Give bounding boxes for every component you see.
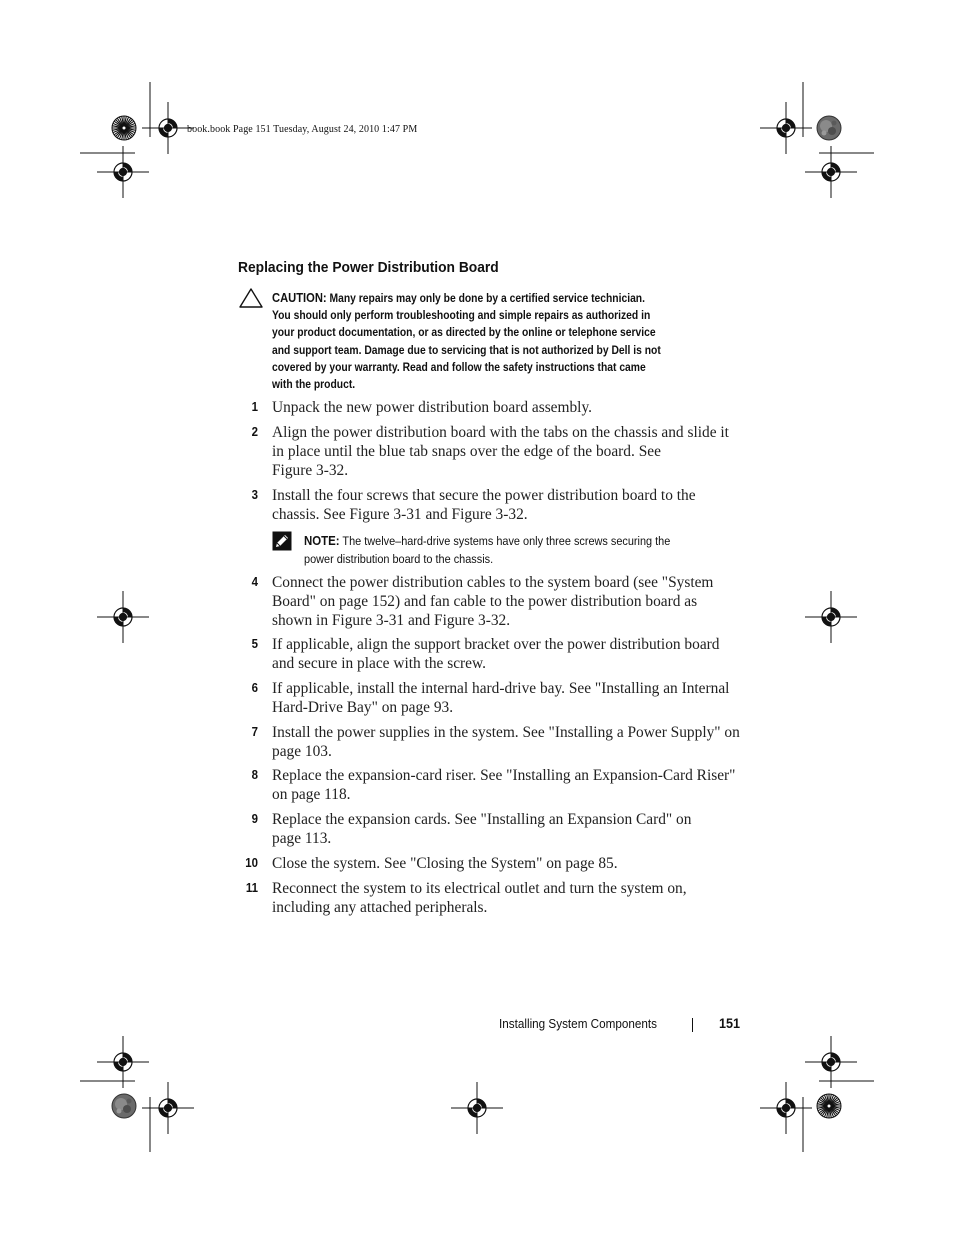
registration-target-icon [97,591,149,643]
step-line: Replace the expansion cards. See "Installing an Expansion Card" on [272,811,692,828]
note-block [304,532,748,568]
step-text [272,486,742,524]
print-slug: book.book Page 151 Tuesday, August 24, 2010 1:47 PM [187,124,418,135]
note-line: power distribution board to the chassis. [304,552,494,566]
step-text [272,723,742,761]
step-number: 6 [251,680,258,695]
footer-divider [692,1018,693,1032]
step-line: Install the power supplies in the system. See "Installing a Power Supply" on [272,724,740,741]
caution-text: Many repairs may only be done by a certified service technician. [329,291,645,305]
step-line: Align the power distribution board with the tabs on the chassis and slide it [272,424,729,441]
step-line: Figure 3-32. [272,462,349,479]
step-line: If applicable, install the internal hard-drive bay. See "Installing an Internal [272,680,730,697]
registration-target-icon [805,591,857,643]
registration-target-icon [805,1036,857,1088]
registration-target-icon [97,146,149,198]
step-number: 5 [251,636,258,651]
step-line: in place until the blue tab snaps over the edge of the board. See [272,443,661,460]
section-title: Replacing the Power Distribution Board [238,259,499,276]
step-line: and secure in place with the screw. [272,655,486,672]
step-number: 8 [251,767,258,782]
step-line: Hard-Drive Bay" on page 93. [272,699,454,716]
step-line: If applicable, align the support bracket over the power distribution board [272,636,720,653]
step-number: 11 [245,880,258,895]
step-text [272,423,742,480]
printer-color-wheel-icon [112,116,136,140]
registration-target-icon [805,146,857,198]
step-line: Install the four screws that secure the power distribution board to the [272,487,696,504]
step-text [272,635,742,673]
step-line: Replace the expansion-card riser. See "Installing an Expansion-Card Riser" [272,767,736,784]
step-line: Board" on page 152) and fan cable to the power distribution board as [272,593,698,610]
step-line: Unpack the new power distribution board assembly. [272,399,592,416]
step-number: 1 [251,399,258,414]
step-number: 10 [245,855,258,870]
step-text [272,879,742,917]
registration-target-icon [451,1082,503,1134]
step-number: 9 [251,811,258,826]
printer-color-wheel-icon [817,116,841,140]
registration-target-icon [760,1082,812,1134]
footer-section-title: Installing System Components [499,1016,658,1031]
step-text [272,679,742,717]
step-text [272,573,742,630]
step-text [272,398,742,417]
step-line: Close the system. See "Closing the System" on page 85. [272,855,618,872]
step-number: 7 [251,724,258,739]
step-line: Connect the power distribution cables to the system board (see "System [272,574,714,591]
caution-line [272,289,719,307]
caution-line: covered by your warranty. Read and follow the safety instructions that came [272,359,646,374]
step-line: page 113. [272,830,332,847]
printer-color-wheel-icon [817,1094,841,1118]
caution-line: You should only perform troubleshooting and simple repairs as authorized in [272,308,651,323]
step-line: including any attached peripherals. [272,899,488,916]
caution-line: with the product. [272,377,356,392]
step-line: shown in Figure 3-31 and Figure 3-32. [272,612,511,629]
step-number: 2 [251,424,258,439]
step-number: 3 [251,487,258,502]
caution-label: CAUTION: [272,290,327,305]
note-pencil-icon [272,531,292,551]
step-text [272,766,742,804]
note-label: NOTE: [304,533,340,548]
page-number: 151 [719,1015,741,1031]
step-line: chassis. See Figure 3-31 and Figure 3-32. [272,506,528,523]
printer-color-wheel-icon [112,1094,136,1118]
step-line: on page 118. [272,786,351,803]
caution-line: your product documentation, or as directed by the online or telephone service [272,325,656,340]
step-number: 4 [251,574,258,589]
step-text [272,810,742,848]
caution-line: and support team. Damage due to servicing that is not authorized by Dell is not [272,342,661,357]
step-line: page 103. [272,743,332,760]
step-text [272,854,742,873]
note-text: The twelve–hard-drive systems have only three screws securing the [342,534,671,548]
registration-target-icon [760,102,812,154]
registration-target-icon [97,1036,149,1088]
note-line [304,532,748,550]
caution-block [272,289,719,393]
caution-triangle-icon [238,287,264,309]
step-line: Reconnect the system to its electrical outlet and turn the system on, [272,880,687,897]
